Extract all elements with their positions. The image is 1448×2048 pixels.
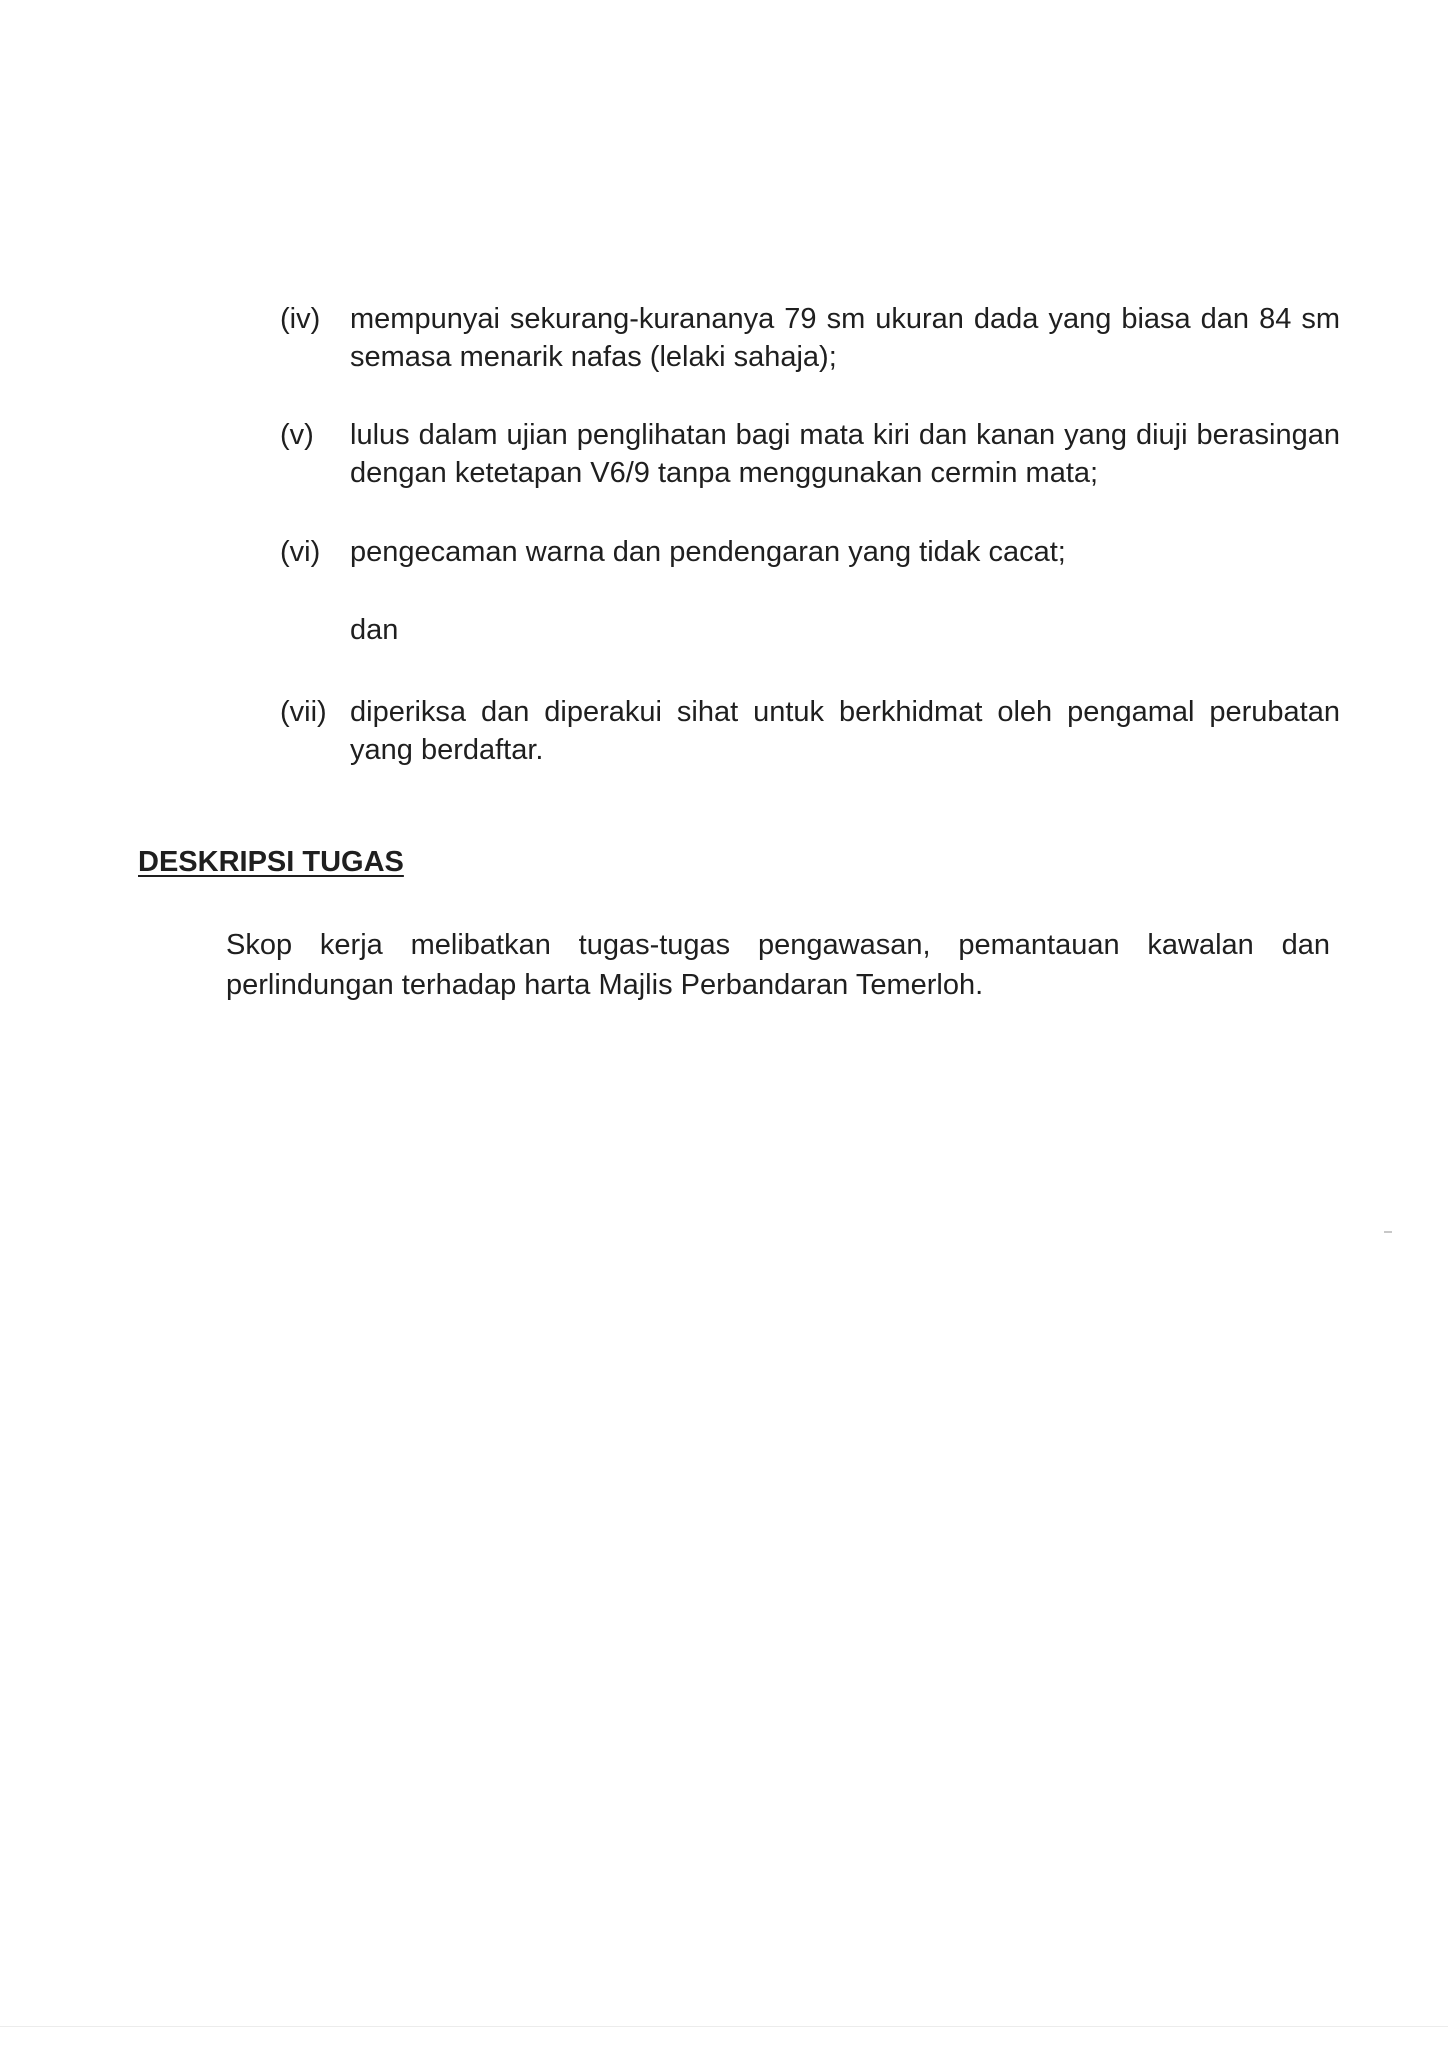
section-paragraph: Skop kerja melibatkan tugas-tugas pengawasan, pemantauan kawalan dan perlindungan terhadap harta Majlis Perbandaran Temerloh.: [226, 929, 1330, 1001]
list-marker: (iv): [280, 303, 321, 335]
list-marker: (vi): [280, 536, 321, 568]
list-marker: (v): [280, 419, 314, 451]
list-item-text: mempunyai sekurang-kurananya 79 sm ukuran dada yang biasa dan 84 sm semasa menarik nafas (lelaki sahaja);: [350, 303, 1340, 373]
list-item-text: pengecaman warna dan pendengaran yang tidak cacat;: [350, 536, 1066, 568]
list-item-iv: [280, 300, 1340, 376]
list-item-vii: [280, 693, 1340, 769]
list-item-text: lulus dalam ujian penglihatan bagi mata kiri dan kanan yang diuji berasingan dengan ketetapan V6/9 tanpa menggunakan cermin mata;: [350, 419, 1340, 489]
scan-edge-line: [0, 2026, 1448, 2027]
list-item-v: [280, 416, 1340, 492]
list-item-vi: [280, 533, 1340, 571]
section-heading: DESKRIPSI TUGAS: [138, 846, 404, 878]
list-marker: (vii): [280, 696, 327, 728]
list-item-text: diperiksa dan diperakui sihat untuk berkhidmat oleh pengamal perubatan yang berdaftar.: [350, 696, 1340, 766]
scan-speck: [1384, 1231, 1392, 1233]
list-connector: dan: [350, 614, 399, 646]
